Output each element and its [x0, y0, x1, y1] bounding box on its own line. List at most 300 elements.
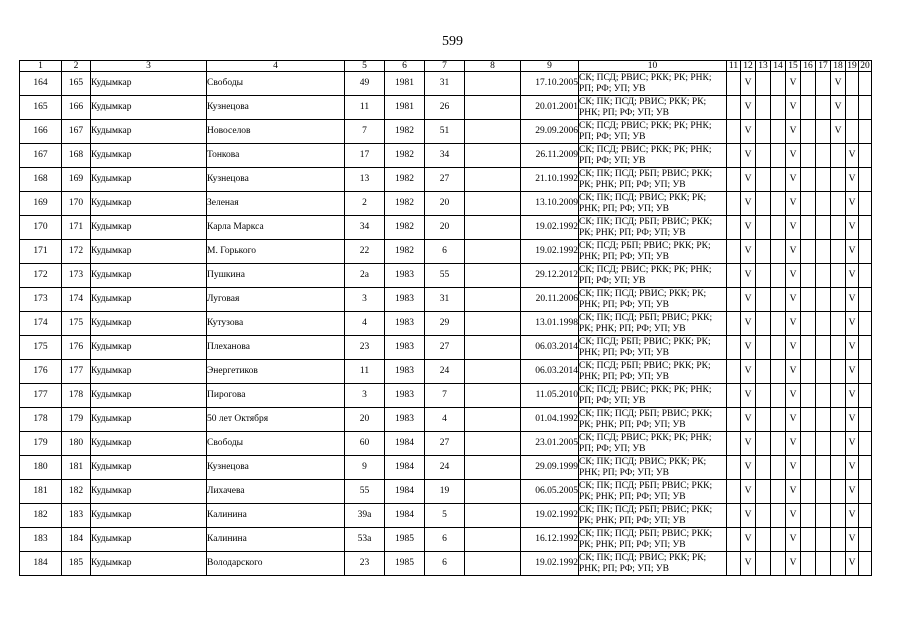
mark-col-19: V	[846, 384, 859, 408]
mark-col-15: V	[786, 384, 801, 408]
mark-col-14	[771, 552, 786, 576]
row-number: 178	[20, 408, 62, 432]
row-number: 167	[20, 144, 62, 168]
record-number: 170	[62, 192, 91, 216]
empty-cell	[465, 216, 521, 240]
mark-col-16	[801, 72, 816, 96]
mark-col-17	[816, 552, 831, 576]
mark-col-15: V	[786, 312, 801, 336]
mark-col-14	[771, 192, 786, 216]
street-cell: 50 лет Октября	[207, 408, 345, 432]
city-cell: Кудымкар	[91, 168, 207, 192]
mark-col-16	[801, 240, 816, 264]
date-cell: 23.01.2005	[521, 432, 579, 456]
date-cell: 19.02.1992	[521, 504, 579, 528]
mark-col-20	[859, 96, 872, 120]
record-number: 174	[62, 288, 91, 312]
street-cell: Зеленая	[207, 192, 345, 216]
mark-col-12: V	[741, 480, 756, 504]
street-cell: Калинина	[207, 504, 345, 528]
row-number: 169	[20, 192, 62, 216]
house-number-cell: 34	[345, 216, 385, 240]
date-cell: 01.04.1992	[521, 408, 579, 432]
city-cell: Кудымкар	[91, 192, 207, 216]
rights-cell: СК; ПК; ПСД; РБП; РВИС; РКК; РК; РНК; РП; РФ; УП; УВ	[579, 168, 727, 192]
mark-col-18	[831, 432, 846, 456]
city-cell: Кудымкар	[91, 312, 207, 336]
mark-col-14	[771, 384, 786, 408]
mark-col-15: V	[786, 552, 801, 576]
table-row	[20, 360, 872, 384]
rights-cell: СК; ПСД; РВИС; РКК; РК; РНК; РП; РФ; УП; УВ	[579, 72, 727, 96]
mark-col-17	[816, 528, 831, 552]
mark-col-18	[831, 288, 846, 312]
street-cell: Луговая	[207, 288, 345, 312]
date-cell: 20.01.2001	[521, 96, 579, 120]
mark-col-15: V	[786, 528, 801, 552]
mark-col-16	[801, 504, 816, 528]
mark-col-13	[756, 72, 771, 96]
column-header-15: 15	[786, 61, 801, 72]
mark-col-12: V	[741, 360, 756, 384]
date-cell: 21.10.1992	[521, 168, 579, 192]
table-row	[20, 216, 872, 240]
empty-cell	[465, 360, 521, 384]
column-header-16: 16	[801, 61, 816, 72]
mark-col-15: V	[786, 96, 801, 120]
column-header-10: 10	[579, 61, 727, 72]
row-number: 170	[20, 216, 62, 240]
count-cell: 55	[425, 264, 465, 288]
mark-col-19: V	[846, 528, 859, 552]
house-number-cell: 23	[345, 552, 385, 576]
street-cell: Новоселов	[207, 120, 345, 144]
house-number-cell: 55	[345, 480, 385, 504]
mark-col-19	[846, 96, 859, 120]
record-number: 184	[62, 528, 91, 552]
mark-col-14	[771, 120, 786, 144]
mark-col-14	[771, 168, 786, 192]
mark-col-11	[727, 216, 741, 240]
column-header-3: 3	[91, 61, 207, 72]
mark-col-13	[756, 312, 771, 336]
mark-col-20	[859, 408, 872, 432]
city-cell: Кудымкар	[91, 240, 207, 264]
mark-col-17	[816, 408, 831, 432]
mark-col-18	[831, 456, 846, 480]
mark-col-16	[801, 312, 816, 336]
mark-col-12: V	[741, 288, 756, 312]
count-cell: 6	[425, 528, 465, 552]
street-cell: Пирогова	[207, 384, 345, 408]
mark-col-20	[859, 120, 872, 144]
row-number: 184	[20, 552, 62, 576]
mark-col-12: V	[741, 72, 756, 96]
mark-col-13	[756, 480, 771, 504]
house-number-cell: 49	[345, 72, 385, 96]
rights-cell: СК; ПСД; РБП; РВИС; РКК; РК; РНК; РП; РФ; УП; УВ	[579, 360, 727, 384]
table-row	[20, 192, 872, 216]
mark-col-11	[727, 96, 741, 120]
city-cell: Кудымкар	[91, 504, 207, 528]
mark-col-19: V	[846, 480, 859, 504]
mark-col-14	[771, 480, 786, 504]
rights-cell: СК; ПСД; РВИС; РКК; РК; РНК; РП; РФ; УП; УВ	[579, 384, 727, 408]
table-row	[20, 432, 872, 456]
mark-col-18	[831, 144, 846, 168]
rights-cell: СК; ПК; ПСД; РБП; РВИС; РКК; РК; РНК; РП; РФ; УП; УВ	[579, 408, 727, 432]
mark-col-17	[816, 264, 831, 288]
mark-col-12: V	[741, 504, 756, 528]
mark-col-14	[771, 240, 786, 264]
street-cell: Кутузова	[207, 312, 345, 336]
empty-cell	[465, 552, 521, 576]
mark-col-17	[816, 504, 831, 528]
column-header-12: 12	[741, 61, 756, 72]
row-number: 173	[20, 288, 62, 312]
record-number: 183	[62, 504, 91, 528]
mark-col-15: V	[786, 504, 801, 528]
count-cell: 26	[425, 96, 465, 120]
mark-col-14	[771, 144, 786, 168]
mark-col-16	[801, 96, 816, 120]
mark-col-15: V	[786, 456, 801, 480]
mark-col-20	[859, 72, 872, 96]
mark-col-19: V	[846, 216, 859, 240]
mark-col-19: V	[846, 168, 859, 192]
rights-cell: СК; ПСД; РВИС; РКК; РК; РНК; РП; РФ; УП; УВ	[579, 144, 727, 168]
mark-col-18	[831, 552, 846, 576]
count-cell: 19	[425, 480, 465, 504]
mark-col-17	[816, 480, 831, 504]
count-cell: 31	[425, 72, 465, 96]
city-cell: Кудымкар	[91, 264, 207, 288]
mark-col-15: V	[786, 480, 801, 504]
empty-cell	[465, 288, 521, 312]
row-number: 166	[20, 120, 62, 144]
mark-col-11	[727, 264, 741, 288]
mark-col-16	[801, 336, 816, 360]
mark-col-17	[816, 336, 831, 360]
mark-col-14	[771, 360, 786, 384]
table-row	[20, 408, 872, 432]
mark-col-13	[756, 168, 771, 192]
count-cell: 6	[425, 240, 465, 264]
mark-col-17	[816, 144, 831, 168]
mark-col-19: V	[846, 504, 859, 528]
house-number-cell: 23	[345, 336, 385, 360]
year-cell: 1981	[385, 96, 425, 120]
row-number: 164	[20, 72, 62, 96]
count-cell: 31	[425, 288, 465, 312]
mark-col-14	[771, 312, 786, 336]
empty-cell	[465, 144, 521, 168]
mark-col-19: V	[846, 312, 859, 336]
city-cell: Кудымкар	[91, 528, 207, 552]
year-cell: 1984	[385, 432, 425, 456]
row-number: 176	[20, 360, 62, 384]
mark-col-16	[801, 192, 816, 216]
city-cell: Кудымкар	[91, 480, 207, 504]
mark-col-19	[846, 120, 859, 144]
column-header-8: 8	[465, 61, 521, 72]
mark-col-17	[816, 360, 831, 384]
mark-col-15: V	[786, 192, 801, 216]
year-cell: 1983	[385, 264, 425, 288]
mark-col-19: V	[846, 288, 859, 312]
rights-cell: СК; ПСД; РВИС; РКК; РК; РНК; РП; РФ; УП; УВ	[579, 264, 727, 288]
date-cell: 16.12.1992	[521, 528, 579, 552]
empty-cell	[465, 480, 521, 504]
mark-col-19: V	[846, 408, 859, 432]
empty-cell	[465, 504, 521, 528]
empty-cell	[465, 384, 521, 408]
date-cell: 06.05.2005	[521, 480, 579, 504]
mark-col-20	[859, 240, 872, 264]
street-cell: Кузнецова	[207, 456, 345, 480]
house-number-cell: 22	[345, 240, 385, 264]
street-cell: Свободы	[207, 72, 345, 96]
count-cell: 20	[425, 192, 465, 216]
mark-col-19: V	[846, 456, 859, 480]
mark-col-18	[831, 384, 846, 408]
mark-col-18	[831, 192, 846, 216]
mark-col-14	[771, 528, 786, 552]
record-number: 171	[62, 216, 91, 240]
street-cell: Володарского	[207, 552, 345, 576]
city-cell: Кудымкар	[91, 72, 207, 96]
mark-col-12: V	[741, 432, 756, 456]
count-cell: 51	[425, 120, 465, 144]
year-cell: 1983	[385, 408, 425, 432]
table-row	[20, 96, 872, 120]
count-cell: 4	[425, 408, 465, 432]
table-row	[20, 528, 872, 552]
city-cell: Кудымкар	[91, 216, 207, 240]
record-number: 165	[62, 72, 91, 96]
mark-col-20	[859, 144, 872, 168]
mark-col-12: V	[741, 312, 756, 336]
empty-cell	[465, 72, 521, 96]
street-cell: Свободы	[207, 432, 345, 456]
mark-col-19: V	[846, 192, 859, 216]
year-cell: 1983	[385, 312, 425, 336]
mark-col-12: V	[741, 192, 756, 216]
city-cell: Кудымкар	[91, 408, 207, 432]
mark-col-14	[771, 264, 786, 288]
mark-col-11	[727, 168, 741, 192]
mark-col-14	[771, 336, 786, 360]
row-number: 168	[20, 168, 62, 192]
mark-col-20	[859, 216, 872, 240]
mark-col-17	[816, 288, 831, 312]
count-cell: 6	[425, 552, 465, 576]
mark-col-12: V	[741, 264, 756, 288]
city-cell: Кудымкар	[91, 336, 207, 360]
mark-col-11	[727, 384, 741, 408]
street-cell: Калинина	[207, 528, 345, 552]
table-row	[20, 168, 872, 192]
year-cell: 1984	[385, 480, 425, 504]
mark-col-13	[756, 264, 771, 288]
table-row	[20, 240, 872, 264]
mark-col-20	[859, 264, 872, 288]
count-cell: 27	[425, 336, 465, 360]
count-cell: 34	[425, 144, 465, 168]
mark-col-12: V	[741, 120, 756, 144]
date-cell: 11.05.2010	[521, 384, 579, 408]
mark-col-12: V	[741, 528, 756, 552]
mark-col-11	[727, 288, 741, 312]
mark-col-11	[727, 336, 741, 360]
mark-col-18	[831, 360, 846, 384]
rights-cell: СК; ПК; ПСД; РБП; РВИС; РКК; РК; РНК; РП; РФ; УП; УВ	[579, 216, 727, 240]
column-header-11: 11	[727, 61, 741, 72]
mark-col-15: V	[786, 216, 801, 240]
column-header-13: 13	[756, 61, 771, 72]
mark-col-11	[727, 456, 741, 480]
mark-col-18	[831, 336, 846, 360]
count-cell: 24	[425, 360, 465, 384]
mark-col-19	[846, 72, 859, 96]
mark-col-19: V	[846, 552, 859, 576]
mark-col-15: V	[786, 408, 801, 432]
date-cell: 13.10.2009	[521, 192, 579, 216]
mark-col-11	[727, 480, 741, 504]
empty-cell	[465, 408, 521, 432]
date-cell: 19.02.1992	[521, 240, 579, 264]
mark-col-20	[859, 168, 872, 192]
house-number-cell: 2а	[345, 264, 385, 288]
mark-col-20	[859, 192, 872, 216]
house-number-cell: 2	[345, 192, 385, 216]
mark-col-15: V	[786, 288, 801, 312]
city-cell: Кудымкар	[91, 96, 207, 120]
year-cell: 1982	[385, 240, 425, 264]
house-number-cell: 13	[345, 168, 385, 192]
mark-col-17	[816, 312, 831, 336]
mark-col-15: V	[786, 72, 801, 96]
table-row	[20, 144, 872, 168]
mark-col-14	[771, 96, 786, 120]
mark-col-17	[816, 456, 831, 480]
table-body	[20, 72, 872, 576]
city-cell: Кудымкар	[91, 144, 207, 168]
record-number: 176	[62, 336, 91, 360]
column-header-9: 9	[521, 61, 579, 72]
mark-col-18: V	[831, 120, 846, 144]
mark-col-12: V	[741, 384, 756, 408]
mark-col-13	[756, 504, 771, 528]
mark-col-13	[756, 288, 771, 312]
mark-col-18	[831, 480, 846, 504]
mark-col-13	[756, 552, 771, 576]
year-cell: 1982	[385, 192, 425, 216]
city-cell: Кудымкар	[91, 120, 207, 144]
empty-cell	[465, 312, 521, 336]
mark-col-12: V	[741, 408, 756, 432]
mark-col-14	[771, 456, 786, 480]
mark-col-13	[756, 528, 771, 552]
empty-cell	[465, 264, 521, 288]
mark-col-20	[859, 288, 872, 312]
record-number: 169	[62, 168, 91, 192]
year-cell: 1983	[385, 288, 425, 312]
mark-col-16	[801, 168, 816, 192]
date-cell: 29.12.2012	[521, 264, 579, 288]
mark-col-12: V	[741, 456, 756, 480]
record-number: 173	[62, 264, 91, 288]
header-row	[20, 61, 872, 72]
mark-col-16	[801, 432, 816, 456]
house-number-cell: 9	[345, 456, 385, 480]
row-number: 171	[20, 240, 62, 264]
mark-col-12: V	[741, 168, 756, 192]
table-row	[20, 264, 872, 288]
year-cell: 1982	[385, 120, 425, 144]
mark-col-19: V	[846, 432, 859, 456]
mark-col-16	[801, 288, 816, 312]
mark-col-18	[831, 216, 846, 240]
mark-col-13	[756, 336, 771, 360]
mark-col-19: V	[846, 144, 859, 168]
table-row	[20, 120, 872, 144]
mark-col-14	[771, 432, 786, 456]
mark-col-20	[859, 360, 872, 384]
mark-col-17	[816, 192, 831, 216]
count-cell: 29	[425, 312, 465, 336]
mark-col-16	[801, 384, 816, 408]
mark-col-20	[859, 384, 872, 408]
date-cell: 26.11.2009	[521, 144, 579, 168]
mark-col-18	[831, 264, 846, 288]
count-cell: 5	[425, 504, 465, 528]
column-header-18: 18	[831, 61, 846, 72]
year-cell: 1984	[385, 504, 425, 528]
mark-col-12: V	[741, 144, 756, 168]
mark-col-13	[756, 96, 771, 120]
mark-col-17	[816, 120, 831, 144]
empty-cell	[465, 240, 521, 264]
column-header-1: 1	[20, 61, 62, 72]
column-header-5: 5	[345, 61, 385, 72]
mark-col-11	[727, 144, 741, 168]
mark-col-18: V	[831, 96, 846, 120]
city-cell: Кудымкар	[91, 360, 207, 384]
count-cell: 24	[425, 456, 465, 480]
mark-col-16	[801, 120, 816, 144]
table-row	[20, 288, 872, 312]
mark-col-16	[801, 264, 816, 288]
mark-col-16	[801, 408, 816, 432]
mark-col-20	[859, 504, 872, 528]
row-number: 180	[20, 456, 62, 480]
mark-col-20	[859, 528, 872, 552]
house-number-cell: 17	[345, 144, 385, 168]
street-cell: Тонкова	[207, 144, 345, 168]
street-cell: Пушкина	[207, 264, 345, 288]
year-cell: 1983	[385, 360, 425, 384]
column-header-19: 19	[847, 61, 857, 71]
row-number: 182	[20, 504, 62, 528]
mark-col-18	[831, 312, 846, 336]
mark-col-15: V	[786, 168, 801, 192]
mark-col-17	[816, 216, 831, 240]
mark-col-13	[756, 120, 771, 144]
date-cell: 29.09.1999	[521, 456, 579, 480]
rights-cell: СК; ПК; ПСД; РБП; РВИС; РКК; РК; РНК; РП; РФ; УП; УВ	[579, 312, 727, 336]
mark-col-13	[756, 432, 771, 456]
